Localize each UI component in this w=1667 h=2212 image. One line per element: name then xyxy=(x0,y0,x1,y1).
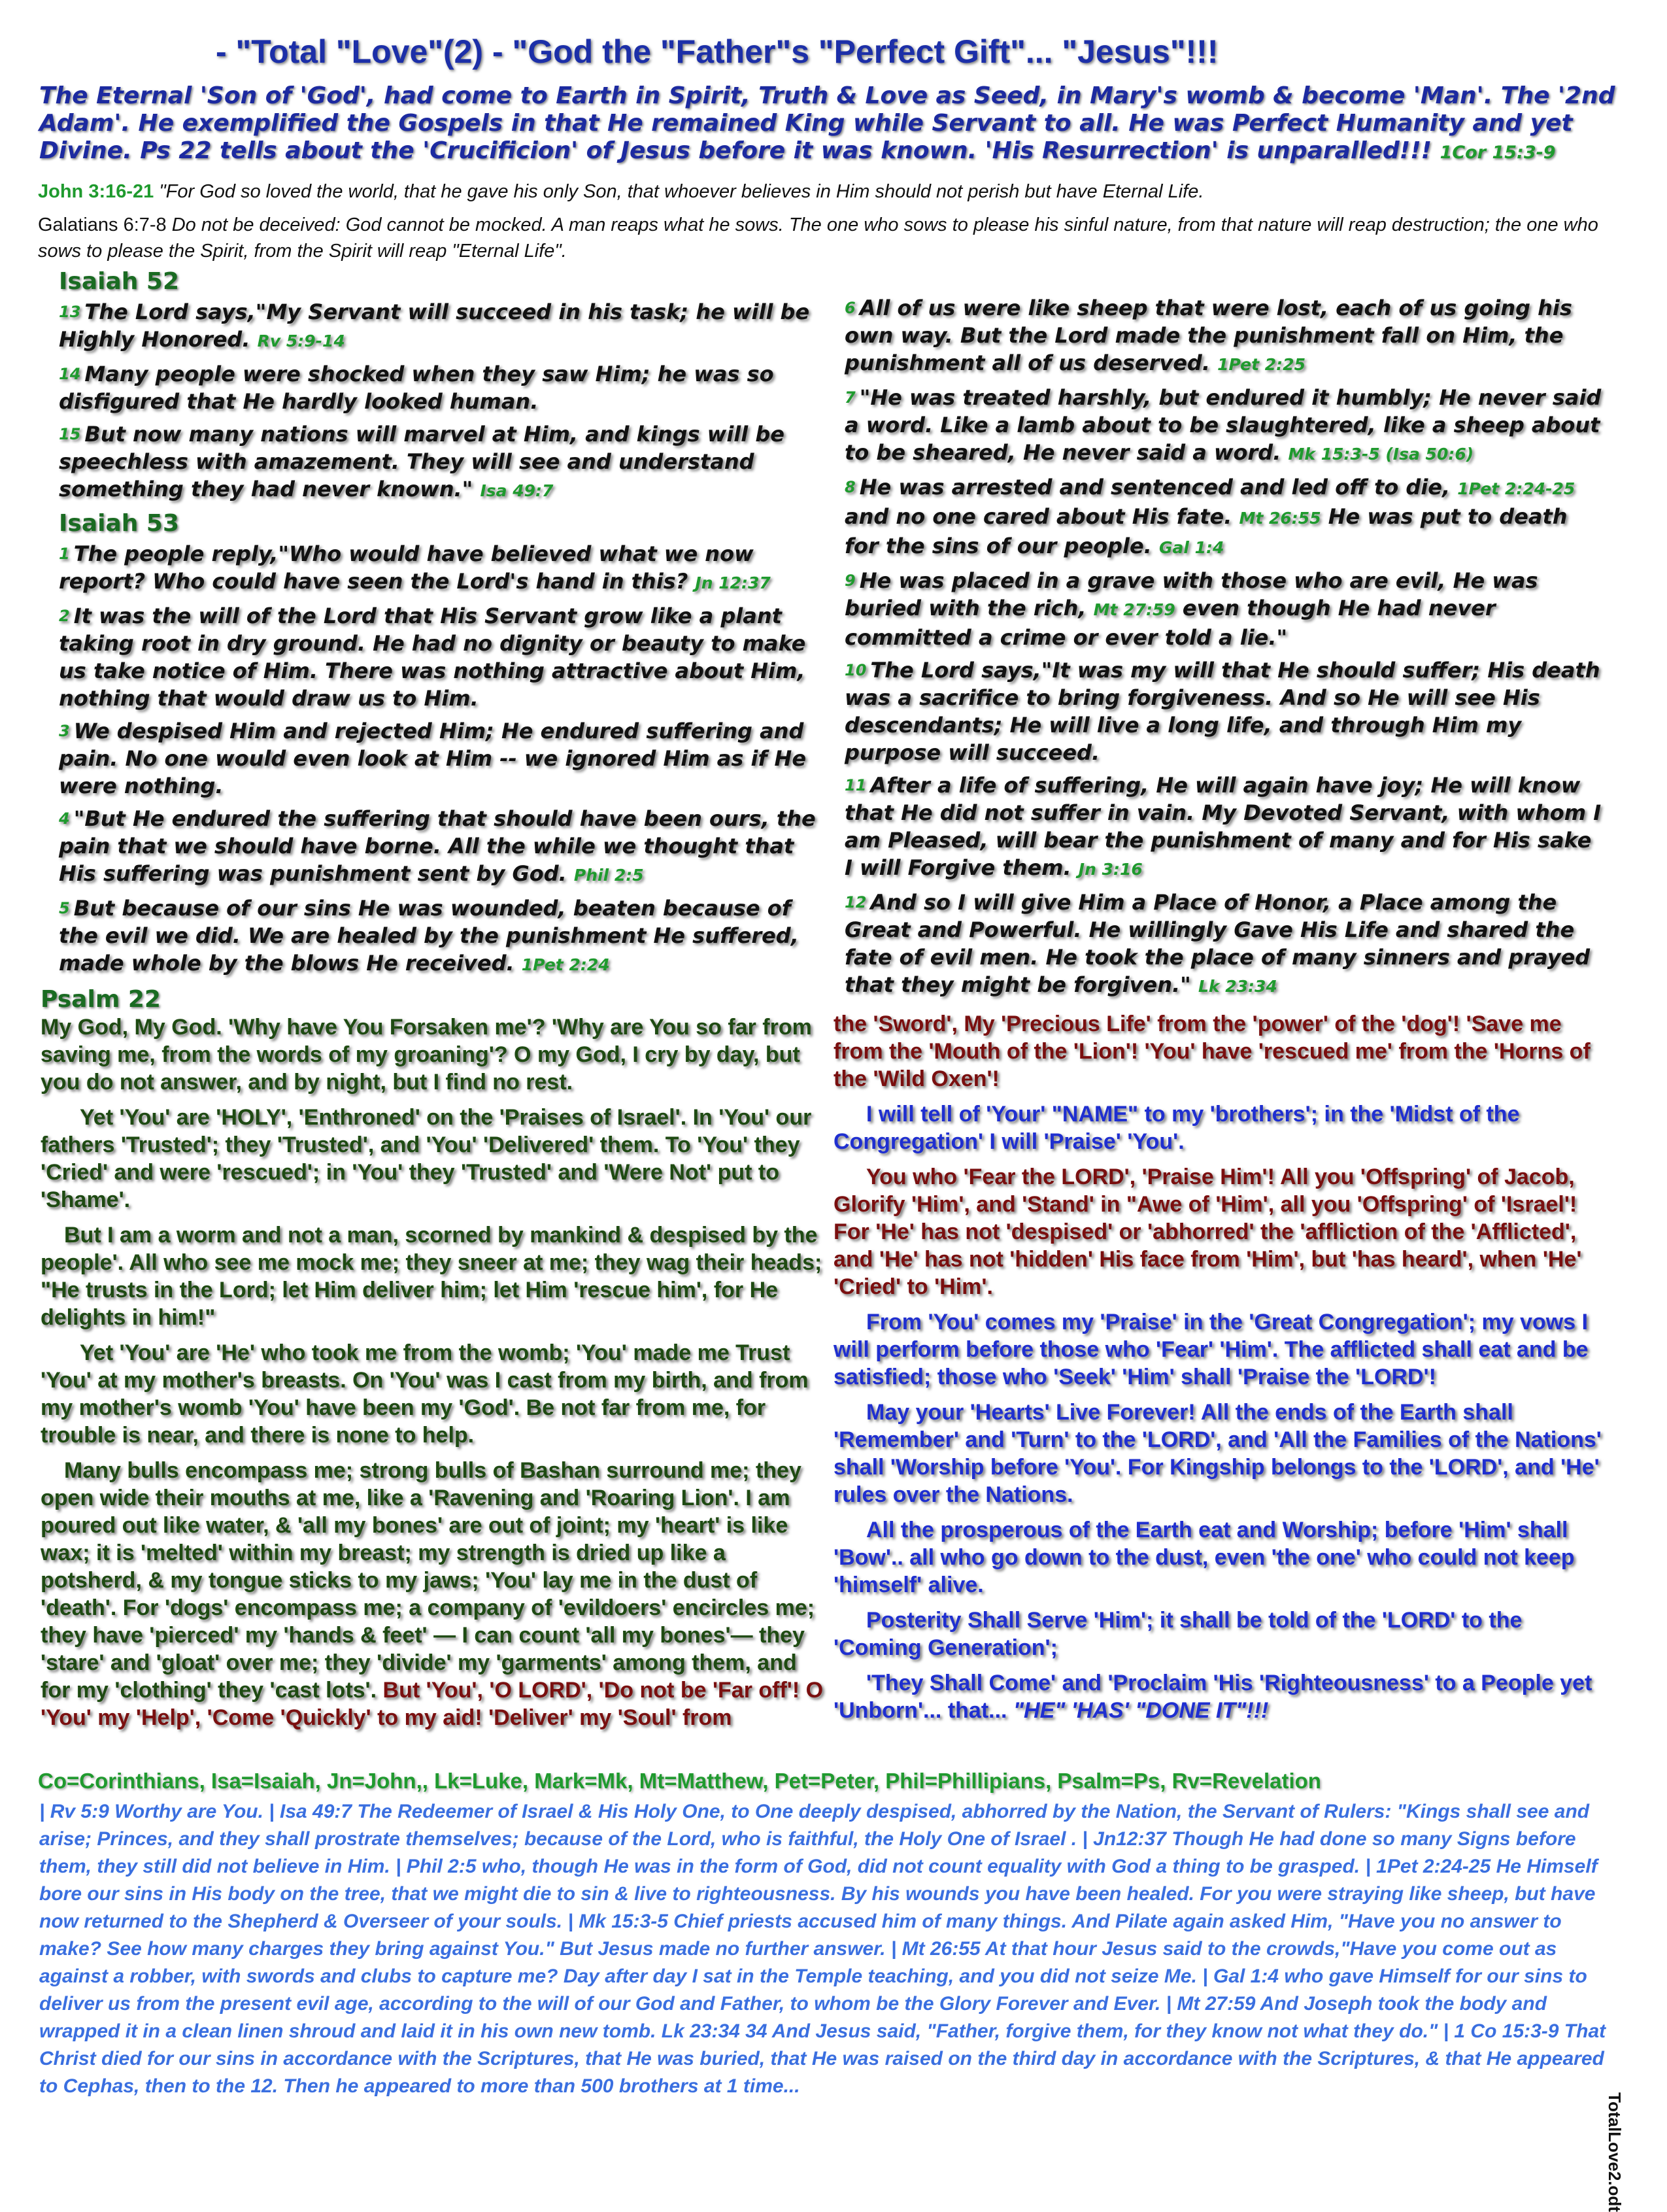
psalm-paragraph: May your 'Hearts' Live Forever! All the ends of the Earth shall 'Remember' and 'Turn' to the 'LORD', and 'All the Families of the Nations' shall 'Worship before 'You'. For Kingship belongs to the 'LORD', and 'He' rules over the Nations. xyxy=(834,1400,1602,1507)
verse-10: 10 The Lord says,"It was my will that He should suffer; His death was a sacrifice to bring forgiveness. And so He will see His descendants; He will live a long life, and through Him my purpose will succeed. xyxy=(845,658,1600,765)
verse-ref: Mt 26:55 xyxy=(1239,509,1321,528)
isaiah52-heading: Isaiah 52 xyxy=(59,268,180,295)
verse-ref: Rv 5:9-14 xyxy=(257,332,345,350)
psalm-paragraph: Yet 'You' are 'He' who took me from the womb; 'You' made me Trust 'You' at my mother's breasts. On 'You' was I cast from my birth, and from my mother's womb 'You' have been my 'God'. Be not far from me, for trouble is near, and there is none to help. xyxy=(41,1340,809,1448)
psalm-paragraph: the 'Sword', My 'Precious Life' from the 'power' of the 'dog'! 'Save me from the 'Mouth of the 'Lion'! 'You' have 'rescued me' from the 'Horns of the 'Wild Oxen'! xyxy=(834,1012,1591,1091)
verse-1: 1 The people reply,"Who would have believed what we now report? Who could have seen the Lord's hand in this? Jn 12:37 xyxy=(59,541,771,594)
verse-7: 7 "He was treated harshly, but endured it humbly; He never said a word. Like a lamb about to be slaughtered, like a sheep about to be sheared, He never said a word. Mk 15:3-5 (Isa 50:6) xyxy=(845,385,1602,465)
verse-2: 2 It was the will of the Lord that His Servant grow like a plant taking root in dry ground. He had no dignity or beauty to make us take notice of Him. There was nothing attractive about Him, nothing that would draw us to Him. xyxy=(59,604,806,711)
psalm-paragraph: All the prosperous of the Earth eat and Worship; before 'Him' shall 'Bow'.. all who go down to the dust, even 'the one' who could not keep 'himself' alive. xyxy=(834,1518,1575,1597)
psalm-paragraph: Many bulls encompass me; strong bulls of Bashan surround me; they open wide their mouths at me, like a 'Ravening and 'Roaring Lion'. I am poured out like water, & 'all my bones' are out of joint; my 'heart' is like wax; it is 'melted' within my breast; my strength is dried up like a potsherd, & my tongue sticks to my jaws; 'You' lay me in the dust of 'death'. For 'dogs' encompass me; a company of 'evildoers' encircles me; they have 'pierced' my 'hands & feet' — I can count 'all my bones'— they 'stare' and 'gloat' over me; they 'divide' my 'garments' among them, and for my 'clothing' they 'cast lots'. But 'You', 'O LORD', 'Do not be 'Far off'! O 'You' my 'Help', 'Come 'Quickly' to my aid! 'Deliver' my 'Soul' from xyxy=(41,1458,824,1730)
intro-text: The Eternal 'Son of 'God', had come to Earth in Spirit, Truth & Love as Seed, in Mary's womb & become 'Man'. The '2nd Adam'. He exemplified the Gospels in that He remained King while Servant to all. He was Perfect Humanity and yet Divine. Ps 22 tells about the 'Crucificion' of Jesus before it was known. 'His Resurrection' is unparalled!!! xyxy=(39,82,1615,164)
page-title: - "Total "Love"(2) - "God the "Father"s "Perfect Gift"... "Jesus"!!! xyxy=(216,33,1219,70)
psalm22-heading: Psalm 22 xyxy=(41,986,161,1013)
verse-ref: Jn 12:37 xyxy=(695,573,771,592)
john-verse xyxy=(38,180,1633,203)
psalm-paragraph: From 'You' comes my 'Praise' in the 'Great Congregation'; my vows I will perform before those who 'Fear' 'Him'. The afflicted shall eat and be satisfied; those who 'Seek' 'Him' shall 'Praise the 'LORD'! xyxy=(834,1310,1589,1389)
verse-ref: Mk 15:3-5 (Isa 50:6) xyxy=(1288,445,1474,464)
footnotes: | Rv 5:9 Worthy are You. | Isa 49:7 The Redeemer of Israel & His Holy One, to One deeply despised, abhorred by the Nation, the Servant of Rulers: "Kings shall see and arise; Princes, and they shall prostrate themselves; because of the Lord, who is faithful, the Holy One of Israel . | Jn12:37 Though He had done so many Signs before them, they still did not believe in Him. | Phil 2:5 who, though He was in the form of God, did not count equality with God a thing to be grasped. | 1Pet 2:24-25 He Himself bore our sins in His body on the tree, that we might die to sin & live to righteousness. By his wounds you have been healed. For you were straying like sheep, but have now returned to the Shepherd & Overseer of your souls. | Mk 15:3-5 Chief priests accused him of many things. And Pilate again asked Him, "Have you no answer to make? See how many charges they bring against You." But Jesus made no further answer. | Mt 26:55 At that hour Jesus said to the crowds,"Have you come out as against a robber, with swords and clubs to capture me? Day after day I sat in the Temple teaching, and you did not seize Me. | Gal 1:4 who gave Himself for our sins to deliver us from the present evil age, according to the will of our God and Father, to whom be the Glory Forever and Ever. | Mt 27:59 And Joseph took the body and wrapped it in a clean linen shroud and laid it in his own new tomb. Lk 23:34 34 And Jesus said, "Father, forgive them, for they know not what they do." | 1 Co 15:3-9 That Christ died for our sins in accordance with the Scriptures, that He was buried, that He was raised on the third day in accordance with the Scriptures, & that He appeared to Cephas, then to the 12. Then he appeared to more than 500 brothers at 1 time... xyxy=(39,1801,1606,2097)
isaiah-left-column xyxy=(59,268,830,984)
verse-ref: Phil 2:5 xyxy=(573,866,644,885)
john-label: John 3:16-21 xyxy=(38,181,154,202)
verse-4: 4 "But He endured the suffering that should have been ours, the pain that we should have borne. All the while we thought that His suffering was punishment sent by God. Phil 2:5 xyxy=(59,806,816,886)
galatians-text: Do not be deceived: God cannot be mocked. A man reaps what he sows. The one who sows to please his sinful nature, from that nature will reap destruction; the one who sows to please the Spirit, from the Spirit will reap "Eternal Life". xyxy=(38,214,1598,262)
verse-14: 14 Many people were shocked when they saw Him; he was so disfigured that He hardly looked human. xyxy=(59,362,774,414)
psalm22-right-column xyxy=(834,1010,1611,1732)
psalm-paragraph: You who 'Fear the LORD', 'Praise Him'! All you 'Offspring' of Jacob, Glorify 'Him', and 'Stand' in "Awe of 'Him', all you 'Offspring' of 'Israel'! For 'He' has not 'despised' or 'abhorred' the 'affliction of the 'Afflicted', and 'He' has not 'hidden' His face from 'Him', but 'has heard', when 'He' 'Cried' to 'Him'. xyxy=(834,1165,1582,1299)
verse-ref: Jn 3:16 xyxy=(1078,860,1143,879)
galatians-verse xyxy=(38,212,1633,264)
verse-ref: 1Pet 2:24 xyxy=(521,955,610,974)
verse-ref: Gal 1:4 xyxy=(1158,538,1224,557)
intro-ref: 1Cor 15:3-9 xyxy=(1440,143,1556,163)
isaiah-right-column xyxy=(845,294,1603,1006)
psalm-red-text: But 'You', 'O LORD', 'Do not be 'Far off'! O 'You' my 'Help', 'Come 'Quickly' to my aid! 'Deliver' my 'Soul' from xyxy=(41,1678,824,1730)
verse-ref: Isa 49:7 xyxy=(480,481,554,500)
verse-ref: 1Pet 2:25 xyxy=(1217,355,1305,374)
psalm-paragraph: But I am a worm and not a man, scorned by mankind & despised by the people'. All who see me mock me; they sneer at me; they wag their heads; "He trusts in the Lord; let Him deliver him; let Him 'rescue him', for He delights in him!" xyxy=(41,1223,822,1330)
verse-12: 12 And so I will give Him a Place of Honor, a Place among the Great and Powerful. He willingly Gave His Life and shared the fate of evil men. He took the place of many sinners and prayed that they might be forgiven." Lk 23:34 xyxy=(845,890,1591,997)
psalm-paragraph: I will tell of 'Your' "NAME" to my 'brothers'; in the 'Midst of the Congregation' I will 'Praise' 'You'. xyxy=(834,1102,1520,1154)
psalm-paragraph: Posterity Shall Serve 'Him'; it shall be told of the 'LORD' to the 'Coming Generation'; xyxy=(834,1608,1523,1660)
verse-15: 15 But now many nations will marvel at Him, and kings will be speechless with amazement. They will see and understand something they had never known." Isa 49:7 xyxy=(59,422,784,502)
psalm-paragraph: Yet 'You' are 'HOLY', 'Enthroned' on the 'Praises of Israel'. In 'You' our fathers 'Trusted'; they 'Trusted', and 'You' 'Delivered' them. To 'You' they 'Cried' and were 'rescued'; in 'You' they 'Trusted' and 'Were Not' put to 'Shame'. xyxy=(41,1105,812,1212)
psalm-paragraph: 'They Shall Come' and 'Proclaim 'His 'Righteousness' to a People yet 'Unborn'... that... "HE" 'HAS' "DONE IT"!!! xyxy=(834,1671,1592,1723)
verse-3: 3 We despised Him and rejected Him; He endured suffering and pain. No one would even look at Him -- we ignored Him as if He were nothing. xyxy=(59,719,807,798)
psalm-paragraph: My God, My God. 'Why have You Forsaken me'? 'Why are You so far from saving me, from the words of my groaning'? O my God, I cry by day, but you do not answer, and by night, but I find no rest. xyxy=(41,1015,812,1095)
john-text: "For God so loved the world, that he gave his only Son, that whoever believes in Him should not perish but have Eternal Life. xyxy=(154,181,1204,202)
verse-ref: Lk 23:34 xyxy=(1198,977,1277,996)
verse-5: 5 But because of our sins He was wounded, beaten because of the evil we did. We are healed by the punishment He suffered, made whole by the blows He received. 1Pet 2:24 xyxy=(59,896,799,976)
file-name-label: TotalLove2.odt xyxy=(1605,2092,1625,2212)
verse-6: 6 All of us were like sheep that were lost, each of us going his own way. But the Lord made the punishment fall on Him, the punishment all of us deserved. 1Pet 2:25 xyxy=(845,296,1572,375)
galatians-label: Galatians 6:7-8 xyxy=(38,214,167,235)
verse-13: 13 The Lord says,"My Servant will succeed in his task; he will be Highly Honored. Rv 5:9-14 xyxy=(59,299,810,352)
verse-ref: Mt 27:59 xyxy=(1093,600,1175,619)
psalm22-left-column xyxy=(41,986,825,1739)
psalm-closing: "HE" 'HAS' "DONE IT"!!! xyxy=(1013,1698,1269,1723)
verse-11: 11 After a life of suffering, He will again have joy; He will know that He did not suffer in vain. My Devoted Servant, with whom I am Pleased, will bear the punishment of many and for His sake I will Forgive them. Jn 3:16 xyxy=(845,773,1602,880)
intro-paragraph xyxy=(39,82,1621,167)
abbreviations-key: Co=Corinthians, Isa=Isaiah, Jn=John,, Lk=Luke, Mark=Mk, Mt=Matthew, Pet=Peter, Phil=Phillipians, Psalm=Ps, Rv=Revelation xyxy=(38,1769,1321,1793)
verse-8: 8 He was arrested and sentenced and led off to die, 1Pet 2:24-25 and no one cared about His fate. Mt 26:55 He was put to death for the sins of our people. Gal 1:4 xyxy=(845,475,1575,558)
isaiah53-heading: Isaiah 53 xyxy=(59,510,180,537)
verse-9: 9 He was placed in a grave with those who are evil, He was buried with the rich, Mt 27:59 even though He had never committed a crime or ever told a lie." xyxy=(845,568,1538,650)
verse-ref: 1Pet 2:24-25 xyxy=(1457,479,1575,498)
